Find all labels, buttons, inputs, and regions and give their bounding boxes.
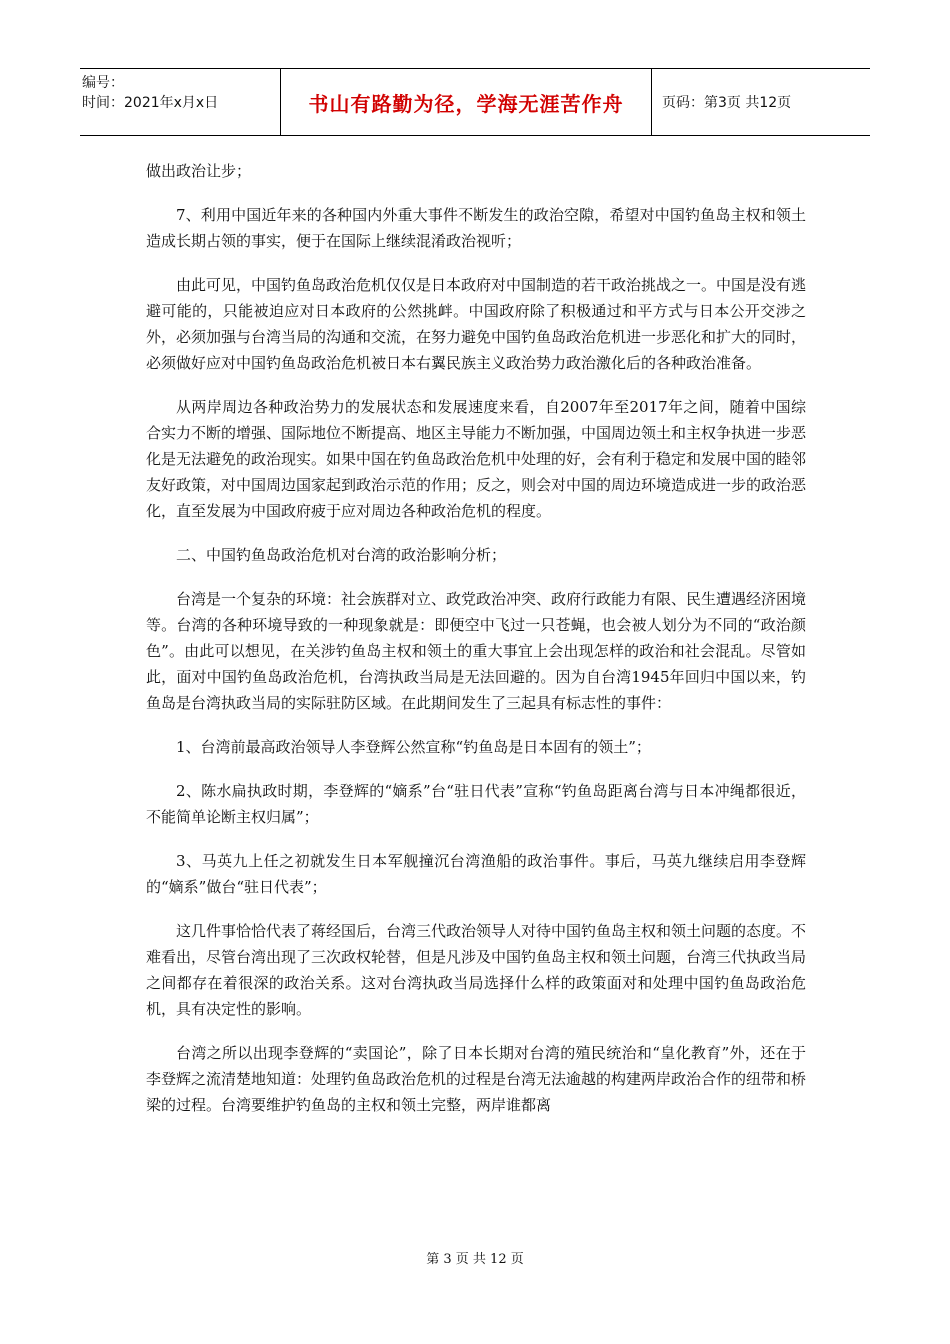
paragraph: 做出政治让步； xyxy=(146,162,252,180)
page-header xyxy=(80,68,870,136)
document-body xyxy=(146,158,806,1136)
section-heading: 二、中国钓鱼岛政治危机对台湾的政治影响分析； xyxy=(176,546,507,564)
paragraph: 由此可见，中国钓鱼岛政治危机仅仅是日本政府对中国制造的若干政治挑战之一。中国是没有逃避可能的，只能被迫应对日本政府的公然挑衅。中国政府除了积极通过和平方式与日本公开交涉之外，必须加强与台湾当局的沟通和交流，在努力避免中国钓鱼岛政治危机进一步恶化和扩大的同时，必须做好应对中国钓鱼岛政治危机被日本右翼民族主义政治势力政治激化后的各种政治准备。 xyxy=(146,276,807,372)
paragraph: 1、台湾前最高政治领导人李登辉公然宣称“钓鱼岛是日本固有的领土”； xyxy=(176,738,651,756)
header-motto: 书山有路勤为径，学海无涯苦作舟 xyxy=(280,69,652,135)
document-date: 时间：2021年x月x日 xyxy=(82,95,219,111)
paragraph: 这几件事恰恰代表了蒋经国后，台湾三代政治领导人对待中国钓鱼岛主权和领土问题的态度。不难看出，尽管台湾出现了三次政权轮替，但是凡涉及中国钓鱼岛主权和领土问题，台湾三代执政当局之间都存在着很深的政治关系。这对台湾执政当局选择什么样的政策面对和处理中国钓鱼岛政治危机，具有决定性的影响。 xyxy=(146,922,807,1018)
paragraph: 3、马英九上任之初就发生日本军舰撞沉台湾渔船的政治事件。事后，马英九继续启用李登辉的“嫡系”做台“驻日代表”； xyxy=(146,852,806,896)
paragraph: 2、陈水扁执政时期，李登辉的“嫡系”台“驻日代表”宣称“钓鱼岛距离台湾与日本冲绳都很近，不能简单论断主权归属”； xyxy=(146,782,806,826)
paragraph: 台湾是一个复杂的环境：社会族群对立、政党政治冲突、政府行政能力有限、民生遭遇经济困境等。台湾的各种环境导致的一种现象就是：即便空中飞过一只苍蝇，也会被人划分为不同的“政治颜色”。由此可以想见，在关涉钓鱼岛主权和领土的重大事宜上会出现怎样的政治和社会混乱。尽管如此，面对中国钓鱼岛政治危机，台湾执政当局是无法回避的。因为自台湾1945年回归中国以来，钓鱼岛是台湾执政当局的实际驻防区域。在此期间发生了三起具有标志性的事件： xyxy=(146,590,807,712)
header-meta xyxy=(80,69,280,135)
header-page-info: 页码：第3页 共12页 xyxy=(662,95,792,111)
paragraph: 7、利用中国近年来的各种国内外重大事件不断发生的政治空隙，希望对中国钓鱼岛主权和领土造成长期占领的事实，便于在国际上继续混淆政治视听； xyxy=(146,206,806,250)
paragraph: 从两岸周边各种政治势力的发展状态和发展速度来看，自2007年至2017年之间，随着中国综合实力不断的增强、国际地位不断提高、地区主导能力不断加强，中国周边领土和主权争执进一步恶化是无法避免的政治现实。如果中国在钓鱼岛政治危机中处理的好，会有利于稳定和发展中国的睦邻友好政策，对中国周边国家起到政治示范的作用；反之，则会对中国的周边环境造成进一步的政治恶化，直至发展为中国政府疲于应对周边各种政治危机的程度。 xyxy=(146,398,807,520)
document-number-label: 编号： xyxy=(82,75,124,91)
page-footer: 第 3 页 共 12 页 xyxy=(426,1252,524,1267)
paragraph: 台湾之所以出现李登辉的“卖国论”，除了日本长期对台湾的殖民统治和“皇化教育”外，还在于李登辉之流清楚地知道：处理钓鱼岛政治危机的过程是台湾无法逾越的构建两岸政治合作的纽带和桥梁的过程。台湾要维护钓鱼岛的主权和领土完整，两岸谁都离 xyxy=(146,1044,807,1114)
